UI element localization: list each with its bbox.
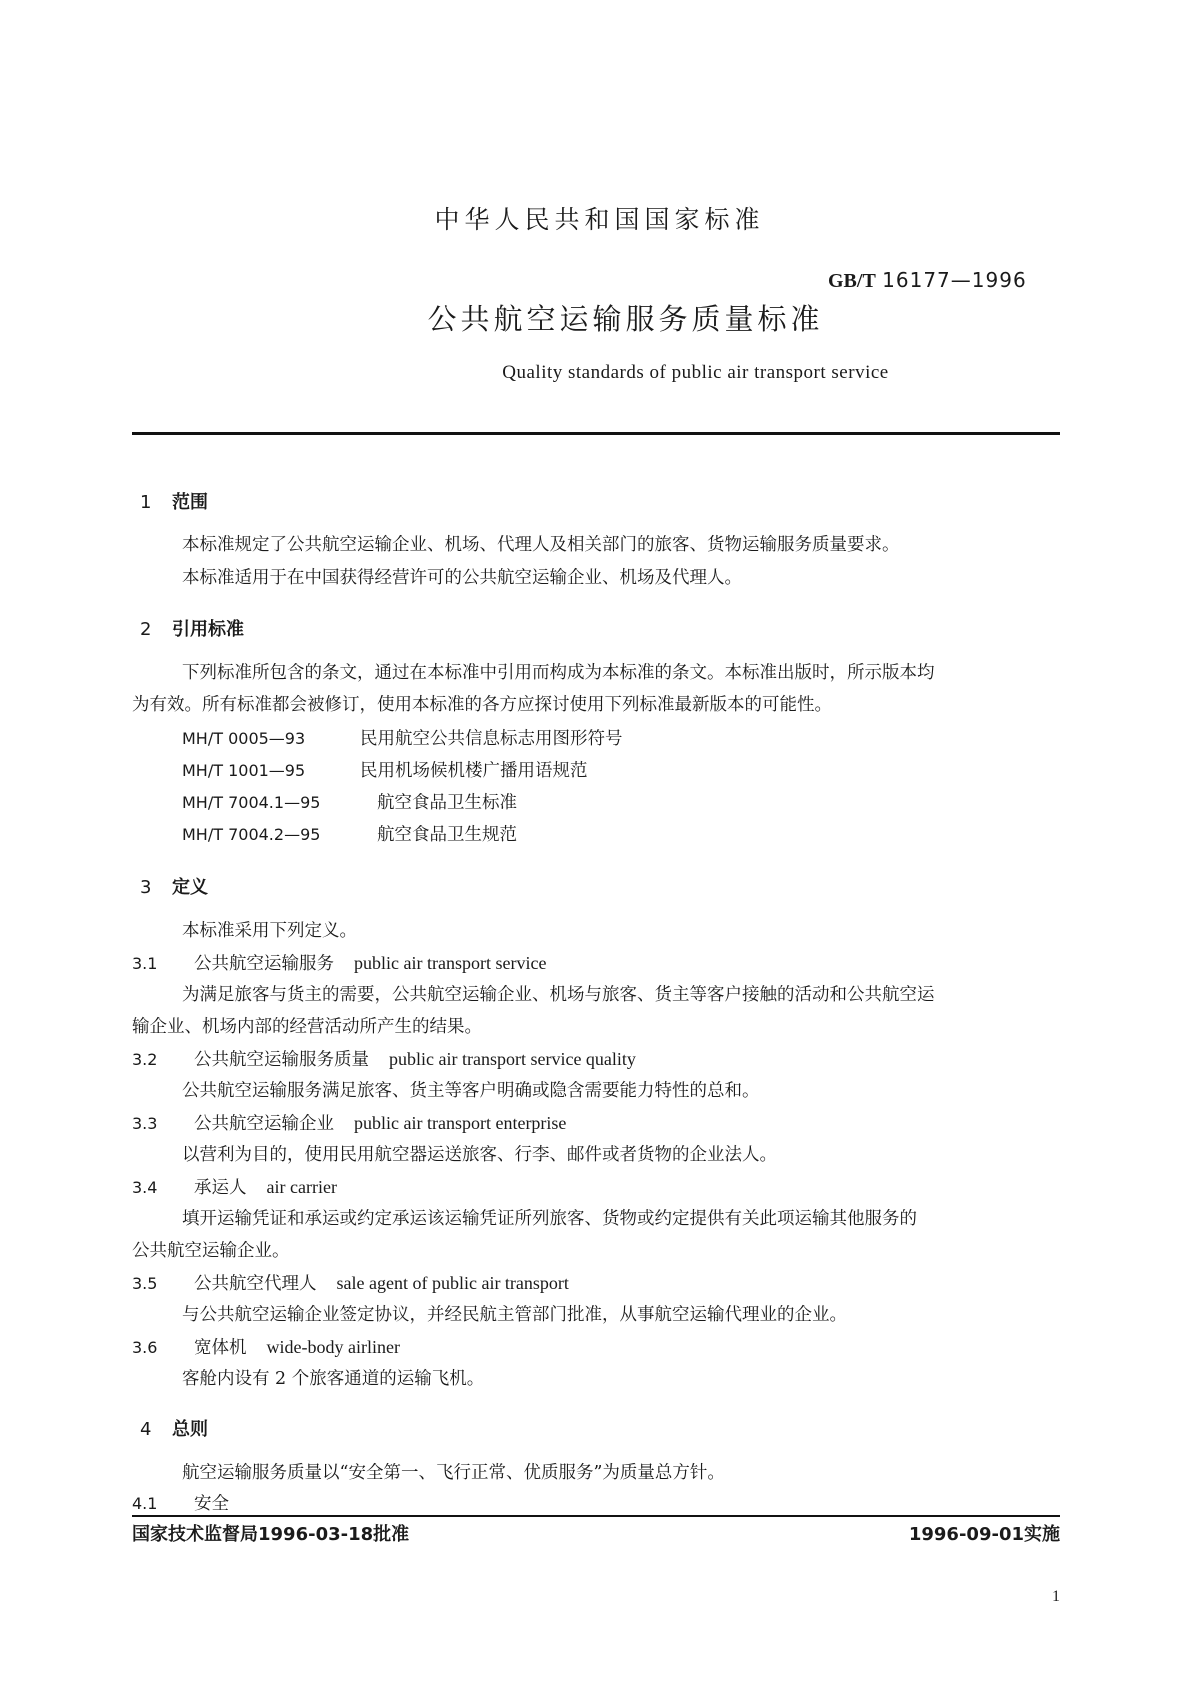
term-english: wide-body airliner	[266, 1337, 400, 1357]
definition-text: 输企业、机场内部的经营活动所产生的结果。	[132, 1017, 482, 1037]
effective-date: 1996-09-01实施	[908, 1524, 1060, 1545]
section-1-heading	[140, 488, 208, 514]
reference-code: MH/T 0005—93	[182, 729, 306, 748]
term-number: 3.6	[132, 1338, 158, 1357]
subsection-number: 4.1	[132, 1494, 158, 1513]
term-number: 3.1	[132, 954, 158, 973]
standard-number-value: 16177—1996	[882, 268, 1027, 292]
term-number: 3.3	[132, 1114, 158, 1133]
reference-code: MH/T 1001—95	[182, 761, 306, 780]
term-english: public air transport service	[354, 953, 547, 973]
term-english: public air transport enterprise	[354, 1113, 567, 1133]
definition-text: 公共航空运输服务满足旅客、货主等客户明确或隐含需要能力特性的总和。	[182, 1081, 760, 1101]
reference-code: MH/T 7004.1—95	[182, 793, 321, 812]
page-number: 1	[1052, 1588, 1060, 1605]
footer-divider	[132, 1515, 1060, 1517]
section-1-paragraph: 本标准适用于在中国获得经营许可的公共航空运输企业、机场及代理人。	[182, 568, 742, 588]
reference-item	[182, 821, 517, 846]
standard-number	[828, 268, 1027, 293]
reference-code: MH/T 7004.2—95	[182, 825, 321, 844]
section-2-paragraph: 下列标准所包含的条文，通过在本标准中引用而构成为本标准的条文。本标准出版时，所示版本均	[182, 663, 935, 683]
subsection-title: 安全	[194, 1494, 229, 1514]
section-number: 4	[140, 1419, 152, 1440]
section-number: 1	[140, 492, 152, 513]
approval-date: 国家技术监督局1996-03-18批准	[132, 1524, 410, 1545]
section-title: 定义	[172, 877, 208, 898]
definition-text: 以营利为目的，使用民用航空器运送旅客、行李、邮件或者货物的企业法人。	[182, 1145, 777, 1165]
definition-term	[132, 950, 546, 975]
reference-item	[182, 757, 588, 782]
section-title: 总则	[172, 1419, 208, 1440]
reference-title: 民用机场候机楼广播用语规范	[360, 761, 588, 781]
document-title-english: Quality standards of public air transport service	[502, 362, 889, 383]
definition-term	[132, 1046, 636, 1071]
definition-term	[132, 1334, 400, 1359]
term-chinese: 公共航空运输企业	[194, 1114, 334, 1134]
definition-term	[132, 1270, 569, 1295]
term-chinese: 公共航空运输服务	[194, 954, 334, 974]
term-number: 3.2	[132, 1050, 158, 1069]
definition-term	[132, 1110, 566, 1135]
definition-text: 与公共航空运输企业签定协议，并经民航主管部门批准，从事航空运输代理业的企业。	[182, 1305, 847, 1325]
section-4-paragraph: 航空运输服务质量以“安全第一、飞行正常、优质服务”为质量总方针。	[182, 1463, 725, 1483]
term-number: 3.5	[132, 1274, 158, 1293]
section-number: 2	[140, 619, 152, 640]
term-chinese: 宽体机	[194, 1338, 247, 1358]
term-chinese: 公共航空代理人	[194, 1274, 317, 1294]
term-english: sale agent of public air transport	[336, 1273, 569, 1293]
section-2-heading	[140, 615, 244, 641]
reference-item	[182, 725, 623, 750]
document-title: 公共航空运输服务质量标准	[427, 302, 824, 336]
definition-term	[132, 1174, 337, 1199]
header-divider	[132, 432, 1060, 435]
section-4-heading	[140, 1415, 208, 1441]
definition-text: 为满足旅客与货主的需要，公共航空运输企业、机场与旅客、货主等客户接触的活动和公共航空运	[182, 985, 935, 1005]
definition-text: 公共航空运输企业。	[132, 1241, 290, 1261]
term-english: public air transport service quality	[389, 1049, 636, 1069]
term-chinese: 公共航空运输服务质量	[194, 1050, 369, 1070]
reference-title: 民用航空公共信息标志用图形符号	[360, 729, 623, 749]
standard-code: GB/T	[828, 270, 876, 292]
term-number: 3.4	[132, 1178, 158, 1197]
section-1-paragraph: 本标准规定了公共航空运输企业、机场、代理人及相关部门的旅客、货物运输服务质量要求。	[182, 535, 900, 555]
reference-item	[182, 789, 517, 814]
definition-text: 客舱内设有 2 个旅客通道的运输飞机。	[182, 1369, 485, 1389]
subsection-heading	[132, 1490, 229, 1515]
definition-text: 填开运输凭证和承运或约定承运该运输凭证所列旅客、货物或约定提供有关此项运输其他服务的	[182, 1209, 917, 1229]
section-number: 3	[140, 877, 152, 898]
national-standard-heading: 中华人民共和国国家标准	[434, 205, 765, 234]
reference-title: 航空食品卫生规范	[377, 825, 517, 845]
section-title: 范围	[172, 492, 208, 513]
term-english: air carrier	[266, 1177, 337, 1197]
section-3-heading	[140, 873, 208, 899]
section-3-intro: 本标准采用下列定义。	[182, 921, 357, 941]
term-chinese: 承运人	[194, 1178, 247, 1198]
section-title: 引用标准	[172, 619, 244, 640]
section-2-paragraph: 为有效。所有标准都会被修订，使用本标准的各方应探讨使用下列标准最新版本的可能性。	[132, 695, 832, 715]
reference-title: 航空食品卫生标准	[377, 793, 517, 813]
